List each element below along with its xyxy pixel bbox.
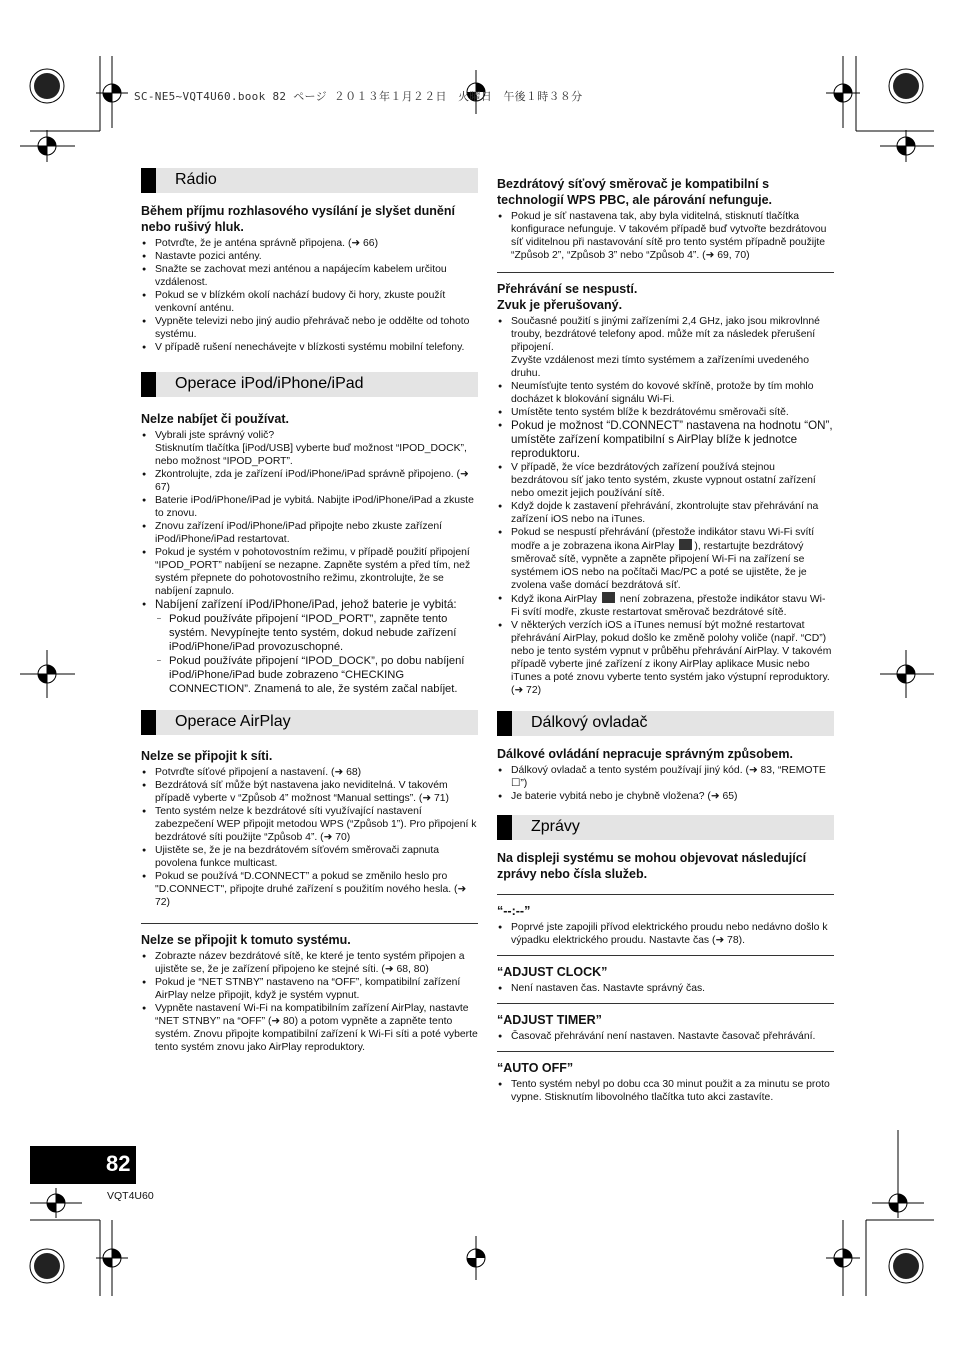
list-item: ● Poprvé jste zapojili přívod elektrického proudu nebo nedávno došlo k výpadku elektrického proudu. Nastavte čas (➜ 78).: [497, 921, 834, 947]
list-item: ● Zkontrolujte, zda je zařízení iPod/iPhone/iPad správně připojeno. (➜ 67): [141, 468, 478, 494]
heading-line: Přehrávání se nespustí.: [497, 282, 638, 296]
message-code: “--:--”: [497, 904, 531, 918]
section-marker: [141, 168, 156, 193]
list-item: ● V případě, že více bezdrátových zařízení používá stejnou bezdrátovou síť jako tento systém, zkuste vypnout ostatní zařízení nebo omezit jejich používání sítě.: [497, 461, 834, 500]
section-title: Operace AirPlay: [175, 713, 291, 730]
list-item: ● Když dojde k zastavení přehrávání, zkontrolujte stav přehrávání na zařízení iOS nebo na iTunes.: [497, 500, 834, 526]
section-title: Operace iPod/iPhone/iPad: [175, 375, 364, 392]
item-text: Nabíjení zařízení iPod/iPhone/iPad, jehož baterie je vybitá:: [155, 598, 457, 611]
list-item: ● Tento systém nelze k bezdrátové síti využívající nastavení zabezpečení WEP připojit metodou WPS (“Způsob 1”). Pro připojení k bezdrátové síti použijte “Způsob 4”. (➜ 70): [141, 805, 478, 844]
divider: [497, 272, 834, 273]
list-item: ● V případě rušení nenechávejte v blízkosti systému mobilní telefony.: [141, 341, 478, 354]
item-text: Když ikona AirPlay: [511, 594, 598, 605]
list-item: [497, 526, 834, 592]
message-code: “AUTO OFF”: [497, 1061, 574, 1075]
list-item: ● Pokud se v blízkém okolí nachází budovy či hory, zkuste použít venkovní anténu.: [141, 289, 478, 315]
section-header-airplay: [141, 710, 478, 735]
section-header-messages: [497, 815, 834, 840]
dash-item: – Pokud používáte připojení “IPOD_PORT”, zapněte tento systém. Nevypínejte tento systém, dokud nebude zařízení iPod/iPhone/iPad provozuschopné.: [155, 612, 478, 654]
bullet-list: [141, 950, 478, 1054]
list-item: ● Snažte se zachovat mezi anténou a napájecím kabelem určitou vzdálenost.: [141, 263, 478, 289]
issue-heading: Nelze se připojit k síti.: [141, 749, 273, 763]
list-item: ● Potvrďte, že je anténa správně připojena. (➜ 66): [141, 237, 478, 250]
list-item: ● V některých verzích iOS a iTunes nemusí být možné restartovat přehrávání AirPlay, pokud došlo ke změně polohy voliče (např. “CD”) nebo je tento systém vypnut v průběhu přehrávání AirPlay. V takovém případě vyberte jiné zařízení z ikony AirPlay aplikace Music nebo iTunes a poté znovu vyberte tento systém jako výstupní reproduktory. (➜ 72): [497, 619, 834, 697]
list-item: ● Neumísťujte tento systém do kovové skříně, protože by tím mohlo docházet k blokování signálu Wi-Fi.: [497, 380, 834, 406]
section-marker: [497, 711, 512, 736]
list-item: ● Pokud je “NET STNBY” nastaveno na “OFF”, kompatibilní zařízení AirPlay nelze připojit, když je systém vypnut.: [141, 976, 478, 1002]
divider: [497, 894, 834, 895]
issue-heading: Během příjmu rozhlasového vysílání je slyšet dunění nebo rušivý hluk.: [141, 204, 455, 234]
list-item: ● Pokud je možnost “D.CONNECT” nastavena na hodnotu “ON”, umístěte zařízení kompatibilní s AirPlay blíže k jednotce reproduktoru.: [497, 419, 834, 461]
list-item: ● Zobrazte název bezdrátové sítě, ke které je tento systém připojen a ujistěte se, že je zařízení připojeno ke stejné síti. (➜ 68, 80): [141, 950, 478, 976]
bullet-list: [497, 210, 834, 262]
page-number: 82: [106, 1151, 131, 1176]
section-marker: [141, 372, 156, 397]
divider: [141, 923, 478, 924]
list-item: ● Bezdrátová síť může být nastavena jako neviditelná. V takovém případě vyberte v “Způsob 4” možnost “Manual settings”. (➜ 71): [141, 779, 478, 805]
item-text: Stisknutím tlačítka [iPod/USB] vyberte buď možnost “IPOD_DOCK”, nebo možnost “IPOD_PORT”.: [155, 443, 467, 467]
item-text: není zobrazena, přestože indikátor stavu Wi-Fi svítí modře, zkuste restartovat směrovač bezdrátové sítě.: [511, 594, 826, 618]
list-item: [141, 429, 478, 468]
dash-list: [155, 612, 478, 696]
list-item: ● Ujistěte se, že je na bezdrátovém síťovém směrovači zapnuta povolena funkce multicast.: [141, 844, 478, 870]
list-item: ● Znovu zařízení iPod/iPhone/iPad připojte nebo zkuste zařízení iPod/iPhone/iPad restartovat.: [141, 520, 478, 546]
divider: [497, 955, 834, 956]
list-item: [141, 598, 478, 696]
section-title: Rádio: [175, 171, 217, 188]
bullet-list: [497, 982, 834, 995]
list-item: ● Baterie iPod/iPhone/iPad je vybitá. Nabijte iPod/iPhone/iPad a zkuste to znovu.: [141, 494, 478, 520]
section-title: Zprávy: [531, 818, 580, 835]
message-code: “ADJUST CLOCK”: [497, 965, 608, 979]
section-header-radio: [141, 168, 478, 193]
bullet-list: [497, 1030, 834, 1043]
airplay-icon: [679, 539, 692, 550]
bullet-list: [497, 764, 834, 803]
heading-line: Zvuk je přerušovaný.: [497, 298, 623, 312]
list-item: [497, 315, 834, 380]
bullet-list: [141, 237, 478, 354]
item-text: Pokud se nespustí přehrávání (přestože indikátor stavu Wi-Fi svítí modře a je zobrazena ikona AirPlay: [511, 527, 815, 552]
list-item: ● Není nastaven čas. Nastavte správný čas.: [497, 982, 834, 995]
item-text: Současné použití s jinými zařízeními 2,4 GHz, jako jsou mikrovlnné trouby, bezdrátové telefony apod. může mít za následek přerušení připojení.: [511, 316, 820, 353]
dash-item: – Pokud používáte připojení “IPOD_DOCK”, po dobu nabíjení iPod/iPhone/iPad bude zobrazeno “CHECKING CONNECTION”. Znamená to ale, že systém začal nabíjet.: [155, 654, 478, 696]
issue-heading: Bezdrátový síťový směrovač je kompatibilní s technologií WPS PBC, ale párování nefunguje.: [497, 177, 773, 207]
divider: [497, 1051, 834, 1052]
list-item: ● Časovač přehrávání není nastaven. Nastavte časovač přehrávání.: [497, 1030, 834, 1043]
list-item: ● Pokud je síť nastavena tak, aby byla viditelná, stisknutí tlačítka konfigurace nefunguje. V takovém případě buď vytvořte bezdrátovou síť viditelnou při nastavování sítě pro tento systém případně použijte “Způsob 2”, “Způsob 3” nebo “Způsob 4”. (➜ 69, 70): [497, 210, 834, 262]
section-header-remote: [497, 711, 834, 736]
list-item: ● Vypněte nastavení Wi-Fi na kompatibilním zařízení AirPlay, nastavte “NET STNBY” na “OFF” (➜ 80) a potom vypněte a zapněte tento systém. Znovu připojte kompatibilní zařízení k Wi-Fi síti a poté vyberte tento systém znovu jako AirPlay reproduktory.: [141, 1002, 478, 1054]
list-item: ● Umístěte tento systém blíže k bezdrátovému směrovači sítě.: [497, 406, 834, 419]
list-item: ● Nastavte pozici antény.: [141, 250, 478, 263]
section-header-ipod: [141, 372, 478, 397]
item-text: ), restartujte bezdrátový směrovač sítě, vypněte a zapněte připojení Wi-Fi na zařízení se systémem iOS nebo na počítači Mac/PC a poté se ujistěte, že je zvolena vaše domácí bezdrátová síť.: [511, 541, 807, 591]
section-marker: [497, 815, 512, 840]
item-text: Zvyšte vzdálenost mezi tímto systémem a zařízeními uvedeného druhu.: [511, 355, 809, 379]
bullet-list: [141, 429, 478, 696]
section-title: Dálkový ovladač: [531, 714, 648, 731]
bullet-list: [497, 921, 834, 947]
list-item: ● Pokud se používá “D.CONNECT” a pokud se změnilo heslo pro "D.CONNECT", připojte druhé zařízení s použitím nového hesla. (➜ 72): [141, 870, 478, 909]
model-code: VQT4U60: [107, 1190, 154, 1202]
issue-heading: Nelze se připojit k tomuto systému.: [141, 933, 351, 947]
bullet-list: [497, 315, 834, 697]
list-item: ● Tento systém nebyl po dobu cca 30 minut použit a za minutu se proto vypne. Stisknutím libovolného tlačítka tuto akci zastavíte.: [497, 1078, 834, 1104]
messages-intro: Na displeji systému se mohou objevovat následující zprávy nebo čísla služeb.: [497, 851, 807, 881]
list-item: ● Dálkový ovladač a tento systém používají jiný kód. (➜ 83, “REMOTE ☐”): [497, 764, 834, 790]
item-text: Vybrali jste správný volič?: [155, 430, 275, 441]
section-marker: [141, 710, 156, 735]
list-item: ● Pokud je systém v pohotovostním režimu, v případě použití připojení “IPOD_PORT” nabíjení se nezapne. Zapněte systém a před tím, než systém přepnete do pohotovostního režimu, zkontrolujte, že se nabíjení zapnulo.: [141, 546, 478, 598]
list-item: ● Vypněte televizi nebo jiný audio přehrávač nebo je oddělte od tohoto systému.: [141, 315, 478, 341]
divider: [497, 1003, 834, 1004]
print-header: SC-NE5~VQT4U60.book 82 ページ ２０１３年１月２２日 火曜日 午後１時３８分: [134, 90, 583, 103]
bullet-list: [497, 1078, 834, 1104]
issue-heading: Nelze nabíjet či používat.: [141, 412, 289, 426]
issue-heading: Dálkové ovládání nepracuje správným způsobem.: [497, 747, 793, 761]
list-item: ● Je baterie vybitá nebo je chybně vložena? (➜ 65): [497, 790, 834, 803]
airplay-icon: [602, 592, 615, 603]
bullet-list: [141, 766, 478, 909]
left-column: [141, 168, 478, 1062]
list-item: [497, 592, 834, 619]
message-code: “ADJUST TIMER”: [497, 1013, 602, 1027]
issue-heading: [497, 281, 834, 313]
list-item: ● Potvrďte síťové připojení a nastavení. (➜ 68): [141, 766, 478, 779]
right-column: [497, 176, 834, 1112]
